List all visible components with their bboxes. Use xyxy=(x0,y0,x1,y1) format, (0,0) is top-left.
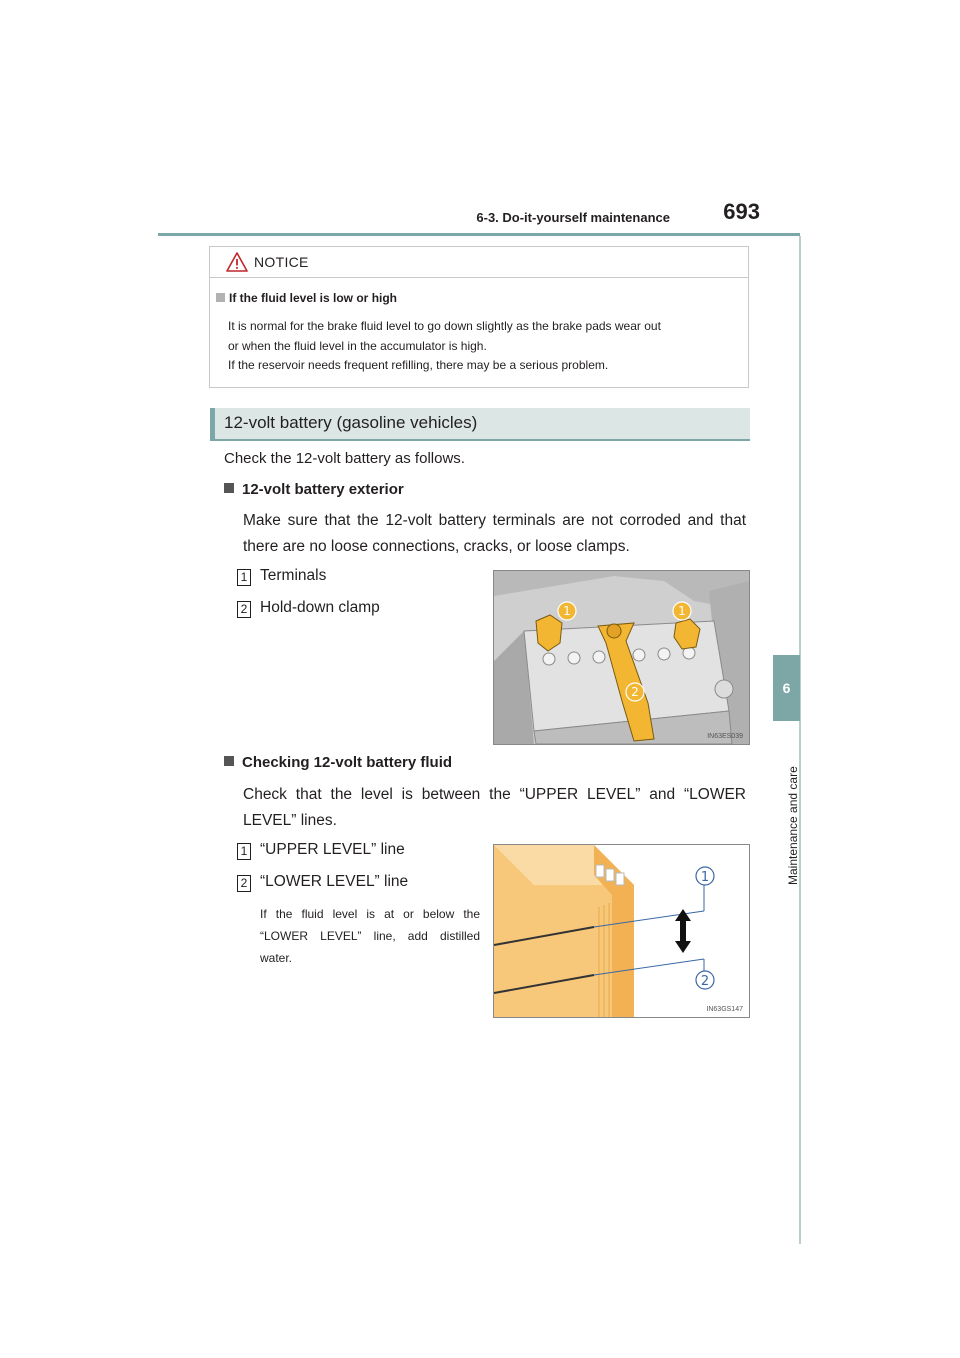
callout-terminal-left: 1 xyxy=(563,604,571,618)
item-number: 2 xyxy=(237,875,251,892)
notice-subheading-text: If the fluid level is low or high xyxy=(229,291,398,305)
section-heading-bar xyxy=(210,408,215,441)
notice-line: or when the fluid level in the accumulator is high. xyxy=(228,338,487,353)
notice-line: It is normal for the brake fluid level to go down slightly as the brake pads wear out xyxy=(228,319,661,333)
callout-clamp: 2 xyxy=(631,685,639,699)
fluid-level-illustration xyxy=(494,845,749,1017)
exterior-heading-text: 12-volt battery exterior xyxy=(242,481,404,498)
item-terminals: Terminals xyxy=(260,567,327,584)
battery-illustration xyxy=(494,571,749,744)
figure-code: IN63ES039 xyxy=(707,733,743,740)
chapter-tab[interactable]: 6 xyxy=(773,655,800,721)
notice-box xyxy=(209,246,749,388)
callout-upper-level: 1 xyxy=(700,870,710,885)
chapter-label: Maintenance and care xyxy=(786,766,800,885)
figure-code: IN63GS147 xyxy=(706,1006,743,1013)
callout-terminal-right: 1 xyxy=(678,604,686,618)
battery-fluid-figure xyxy=(493,844,750,1018)
fluid-heading xyxy=(224,754,452,771)
item-lower-level: “LOWER LEVEL” line xyxy=(260,873,409,890)
page-number: 693 xyxy=(723,199,760,224)
callout-lower-level: 2 xyxy=(700,974,710,989)
notice-subheading xyxy=(216,291,397,305)
side-rule xyxy=(799,236,801,1244)
section-heading-text: 12-volt battery (gasoline vehicles) xyxy=(224,413,478,432)
item-hold-down-clamp: Hold-down clamp xyxy=(260,599,380,616)
fluid-heading-text: Checking 12-volt battery fluid xyxy=(242,754,453,771)
section-heading xyxy=(210,408,750,441)
notice-line: If the reservoir needs frequent refilling, there may be a serious problem. xyxy=(228,358,609,372)
square-bullet-icon xyxy=(216,293,225,302)
exterior-text: Make sure that the 12-volt battery terminals are not corroded and that there are no loose connections, cracks, or loose clamps. xyxy=(243,512,746,555)
warning-triangle-icon xyxy=(226,252,248,272)
notice-body xyxy=(228,317,743,376)
item-number: 2 xyxy=(237,601,251,618)
item-upper-level: “UPPER LEVEL” line xyxy=(260,841,405,858)
battery-exterior-figure xyxy=(493,570,750,745)
section-breadcrumb: 6-3. Do-it-yourself maintenance xyxy=(476,210,670,225)
intro-text: Check the 12-volt battery as follows. xyxy=(224,450,465,467)
item-number: 1 xyxy=(237,569,251,586)
exterior-heading xyxy=(224,481,404,498)
square-bullet-icon xyxy=(224,756,234,766)
notice-title: NOTICE xyxy=(254,254,309,270)
square-bullet-icon xyxy=(224,483,234,493)
notice-header xyxy=(210,247,748,278)
header-rule xyxy=(158,233,800,236)
fluid-note: If the fluid level is at or below the “LOWER LEVEL” line, add distilled water. xyxy=(260,907,480,965)
fluid-text: Check that the level is between the “UPPER LEVEL” and “LOWER LEVEL” lines. xyxy=(243,786,746,829)
item-number: 1 xyxy=(237,843,251,860)
